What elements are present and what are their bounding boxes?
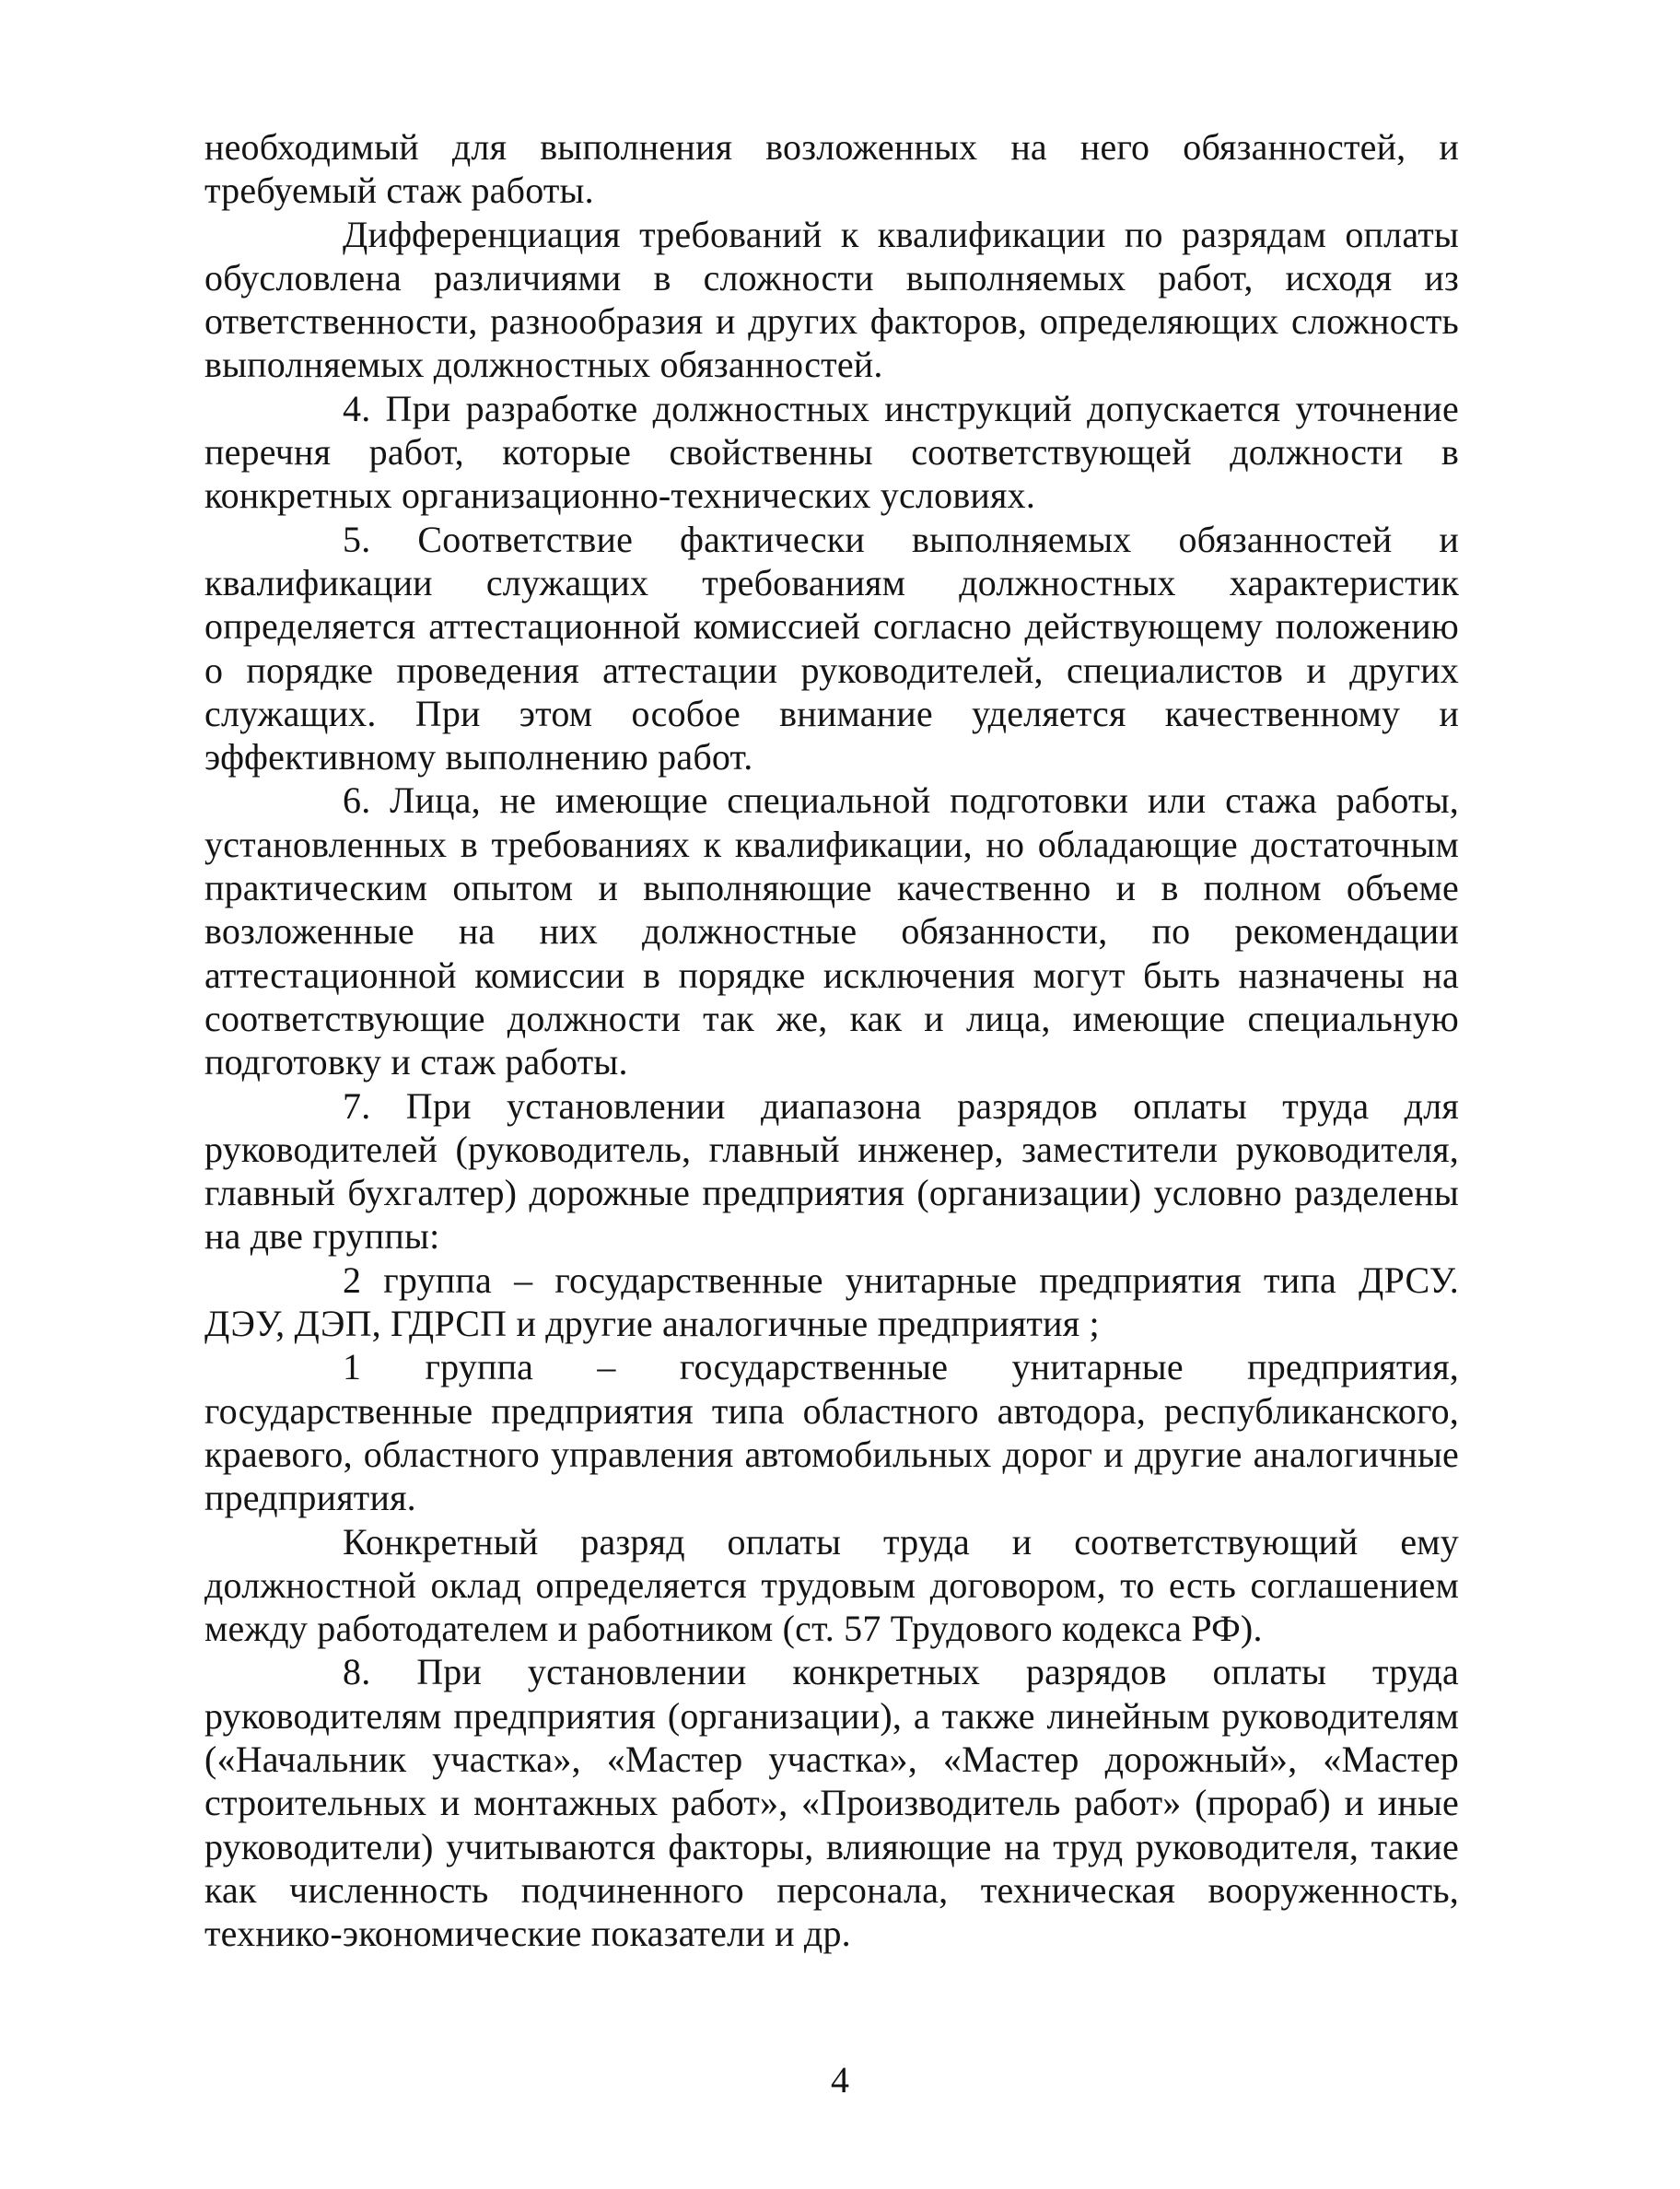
paragraph-specific-grade: Конкретный разряд оплаты труда и соответствующий ему должностной оклад определяется трудовым договором, то есть соглашением между работодателем и работником (ст. 57 Трудового кодекса РФ).	[204, 1520, 1459, 1650]
paragraph-differentiation: Дифференциация требований к квалификации по разрядам оплаты обусловлена различиями в сложности выполняемых работ, исходя из ответственности, разнообразия и других факторов, определяющих сложность выполняемых должностных обязанностей.	[204, 213, 1459, 386]
paragraph-item-8: 8. При установлении конкретных разрядов оплаты труда руководителям предприятия (организации), а также линейным руководителям («Начальник участка», «Мастер участка», «Мастер дорожный», «Мастер строительных и монтажных работ», «Производитель работ» (прораб) и иные руководители) учитываются факторы, влияющие на труд руководителя, такие как численность подчиненного персонала, техническая вооруженность, технико-экономические показатели и др.	[204, 1651, 1459, 1955]
paragraph-item-7: 7. При установлении диапазона разрядов оплаты труда для руководителей (руководитель, главный инженер, заместители руководителя, главный бухгалтер) дорожные предприятия (организации) условно разделены на две группы:	[204, 1084, 1459, 1258]
paragraph-item-5: 5. Соответствие фактически выполняемых обязанностей и квалификации служащих требованиям должностных характеристик определяется аттестационной комиссией согласно действующему положению о порядке проведения аттестации руководителей, специалистов и других служащих. При этом особое внимание уделяется качественному и эффективному выполнению работ.	[204, 518, 1459, 778]
paragraph-item-6: 6. Лица, не имеющие специальной подготовки или стажа работы, установленных в требованиях к квалификации, но обладающие достаточным практическим опытом и выполняющие качественно и в полном объеме возложенные на них должностные обязанности, по рекомендации аттестационной комиссии в порядке исключения могут быть назначены на соответствующие должности так же, как и лица, имеющие специальную подготовку и стаж работы.	[204, 779, 1459, 1083]
paragraph-continuation: необходимый для выполнения возложенных на него обязанностей, и требуемый стаж работы.	[204, 126, 1459, 212]
body-text	[204, 125, 1459, 1955]
paragraph-item-4: 4. При разработке должностных инструкций допускается уточнение перечня работ, которые свойственны соответствующей должности в конкретных организационно-технических условиях.	[204, 387, 1459, 517]
paragraph-group-2: 2 группа – государственные унитарные предприятия типа ДРСУ. ДЭУ, ДЭП, ГДРСП и другие аналогичные предприятия ;	[204, 1258, 1459, 1345]
page-number: 4	[831, 2059, 849, 2101]
paragraph-group-1: 1 группа – государственные унитарные предприятия, государственные предприятия типа областного автодора, республиканского, краевого, областного управления автомобильных дорог и другие аналогичные предприятия.	[204, 1346, 1459, 1519]
